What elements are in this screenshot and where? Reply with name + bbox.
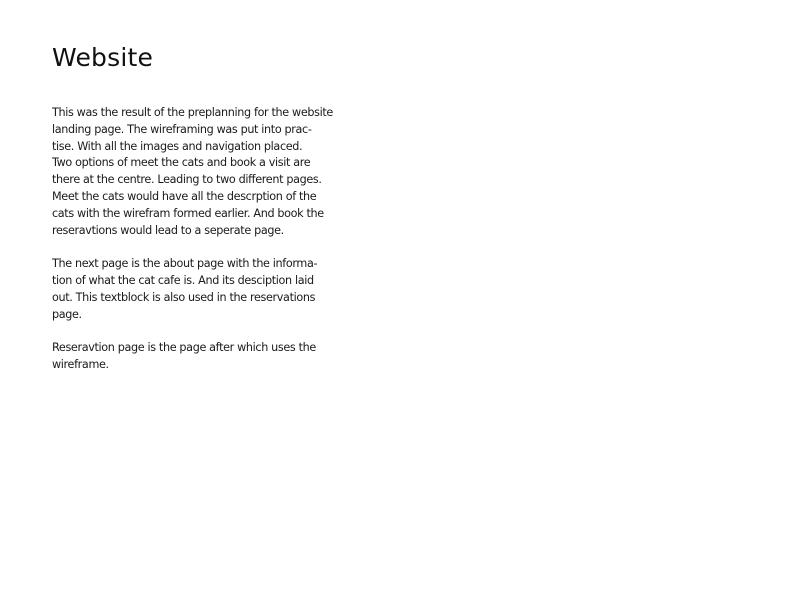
text-line: page. (52, 307, 82, 321)
text-line: there at the centre. Leading to two different pages. (52, 173, 322, 187)
paragraph-website-landing (52, 105, 362, 239)
body-text (52, 105, 362, 391)
text-line: The next page is the about page with the informa- (52, 257, 318, 271)
text-line: Meet the cats would have all the descrption of the (52, 189, 317, 203)
text-line: tise. With all the images and navigation placed. (52, 139, 303, 153)
text-line: out. This textblock is also used in the reservations (52, 290, 316, 304)
paragraph-about-page (52, 256, 362, 323)
text-line: wireframe. (52, 357, 109, 371)
text-line: Reseravtion page is the page after which uses the (52, 341, 316, 355)
text-line: landing page. The wireframing was put into prac- (52, 122, 312, 136)
text-line: This was the result of the preplanning for the website (52, 106, 333, 119)
text-line: tion of what the cat cafe is. And its desciption laid (52, 273, 314, 287)
page-title: Website (52, 43, 154, 72)
paragraph-reservation-page (52, 340, 362, 374)
text-line: cats with the wirefram formed earlier. And book the (52, 206, 324, 220)
text-line: reseravtions would lead to a seperate page. (52, 223, 284, 237)
text-line: Two options of meet the cats and book a visit are (52, 156, 311, 170)
